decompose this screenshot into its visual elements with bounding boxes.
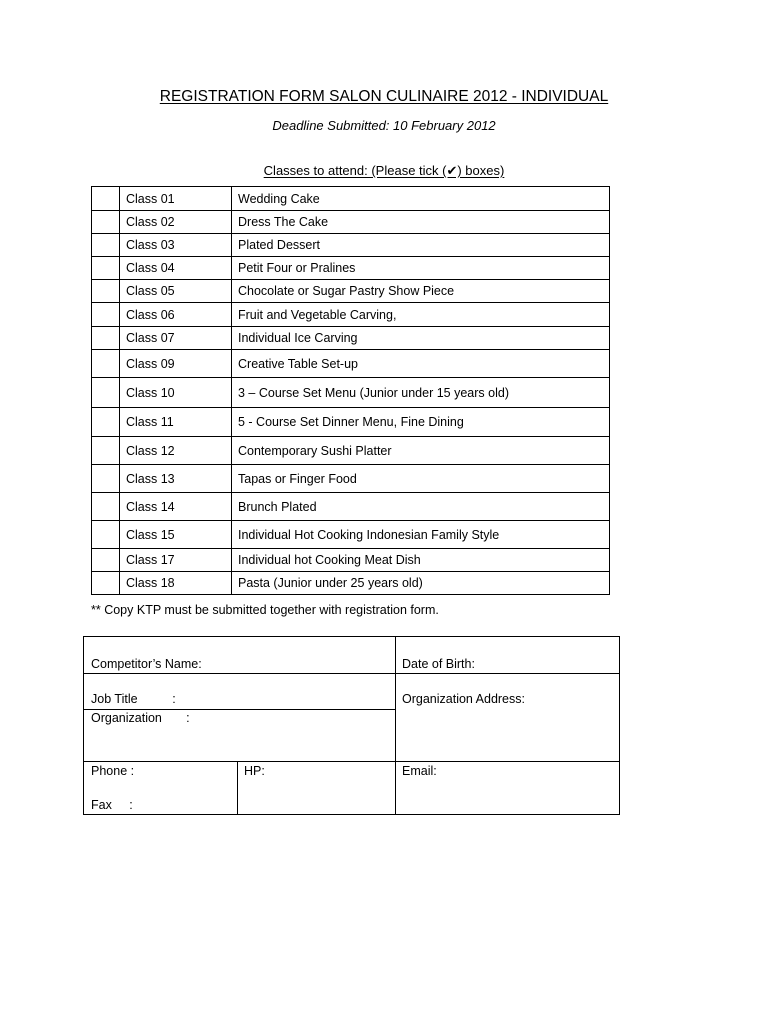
class-row [92, 187, 610, 211]
class-number: Class 04 [120, 257, 232, 280]
class-name: Individual Hot Cooking Indonesian Family Style [232, 521, 610, 549]
tick-box[interactable] [92, 378, 120, 408]
class-name: Chocolate or Sugar Pastry Show Piece [232, 280, 610, 303]
class-row [92, 234, 610, 257]
class-number: Class 05 [120, 280, 232, 303]
tick-box[interactable] [92, 350, 120, 378]
form-title: REGISTRATION FORM SALON CULINAIRE 2012 - INDIVIDUAL [159, 88, 609, 105]
class-row [92, 465, 610, 493]
class-row [92, 549, 610, 572]
phone-label: Phone : [91, 764, 135, 778]
competitor-name-field[interactable] [194, 639, 390, 671]
class-name: 5 - Course Set Dinner Menu, Fine Dining [232, 408, 610, 437]
class-name: 3 – Course Set Menu (Junior under 15 years old) [232, 378, 610, 408]
class-row [92, 350, 610, 378]
tick-box[interactable] [92, 257, 120, 280]
class-number: Class 12 [120, 437, 232, 465]
class-number: Class 07 [120, 327, 232, 350]
class-row [92, 280, 610, 303]
job-title-label: Job Title : [91, 692, 176, 706]
tick-box[interactable] [92, 572, 120, 595]
class-name: Individual hot Cooking Meat Dish [232, 549, 610, 572]
class-name: Brunch Plated [232, 493, 610, 521]
tick-box[interactable] [92, 408, 120, 437]
email-label: Email: [402, 764, 437, 778]
hp-label: HP: [244, 764, 265, 778]
fax-label: Fax : [91, 798, 133, 812]
date-of-birth-field[interactable] [482, 639, 614, 671]
class-row [92, 521, 610, 549]
class-row [92, 211, 610, 234]
organization-label: Organization : [91, 711, 190, 725]
class-number: Class 15 [120, 521, 232, 549]
divider [84, 761, 619, 762]
class-name: Fruit and Vegetable Carving, [232, 303, 610, 327]
class-number: Class 03 [120, 234, 232, 257]
class-number: Class 02 [120, 211, 232, 234]
tick-box[interactable] [92, 234, 120, 257]
tick-box[interactable] [92, 437, 120, 465]
tick-box[interactable] [92, 327, 120, 350]
divider [84, 709, 395, 710]
class-row [92, 378, 610, 408]
class-name: Creative Table Set-up [232, 350, 610, 378]
class-number: Class 17 [120, 549, 232, 572]
divider [84, 673, 619, 674]
divider [237, 761, 238, 814]
class-row [92, 437, 610, 465]
class-number: Class 18 [120, 572, 232, 595]
class-name: Plated Dessert [232, 234, 610, 257]
deadline-text: Deadline Submitted: 10 February 2012 [272, 118, 496, 133]
class-number: Class 09 [120, 350, 232, 378]
class-row [92, 493, 610, 521]
class-number: Class 11 [120, 408, 232, 437]
class-row [92, 303, 610, 327]
tick-box[interactable] [92, 521, 120, 549]
tick-box[interactable] [92, 493, 120, 521]
class-name: Wedding Cake [232, 187, 610, 211]
class-name: Contemporary Sushi Platter [232, 437, 610, 465]
class-number: Class 13 [120, 465, 232, 493]
organization-address-field[interactable] [400, 711, 614, 759]
class-name: Petit Four or Pralines [232, 257, 610, 280]
competitor-details-box [83, 636, 620, 815]
organization-address-label: Organization Address: [402, 692, 525, 706]
class-row [92, 408, 610, 437]
classes-table [91, 186, 610, 595]
tick-box[interactable] [92, 303, 120, 327]
class-number: Class 06 [120, 303, 232, 327]
class-name: Individual Ice Carving [232, 327, 610, 350]
tick-box[interactable] [92, 211, 120, 234]
classes-heading: Classes to attend: (Please tick (✔) boxes) [263, 163, 505, 178]
ktp-note: ** Copy KTP must be submitted together with registration form. [91, 603, 439, 617]
tick-box[interactable] [92, 465, 120, 493]
divider [395, 637, 396, 814]
class-name: Pasta (Junior under 25 years old) [232, 572, 610, 595]
tick-box[interactable] [92, 549, 120, 572]
class-row [92, 572, 610, 595]
class-row [92, 327, 610, 350]
class-name: Dress The Cake [232, 211, 610, 234]
class-number: Class 10 [120, 378, 232, 408]
class-row [92, 257, 610, 280]
tick-box[interactable] [92, 187, 120, 211]
class-name: Tapas or Finger Food [232, 465, 610, 493]
class-number: Class 14 [120, 493, 232, 521]
competitor-name-label: Competitor’s Name: [91, 657, 202, 671]
date-of-birth-label: Date of Birth: [402, 657, 475, 671]
tick-box[interactable] [92, 280, 120, 303]
class-number: Class 01 [120, 187, 232, 211]
